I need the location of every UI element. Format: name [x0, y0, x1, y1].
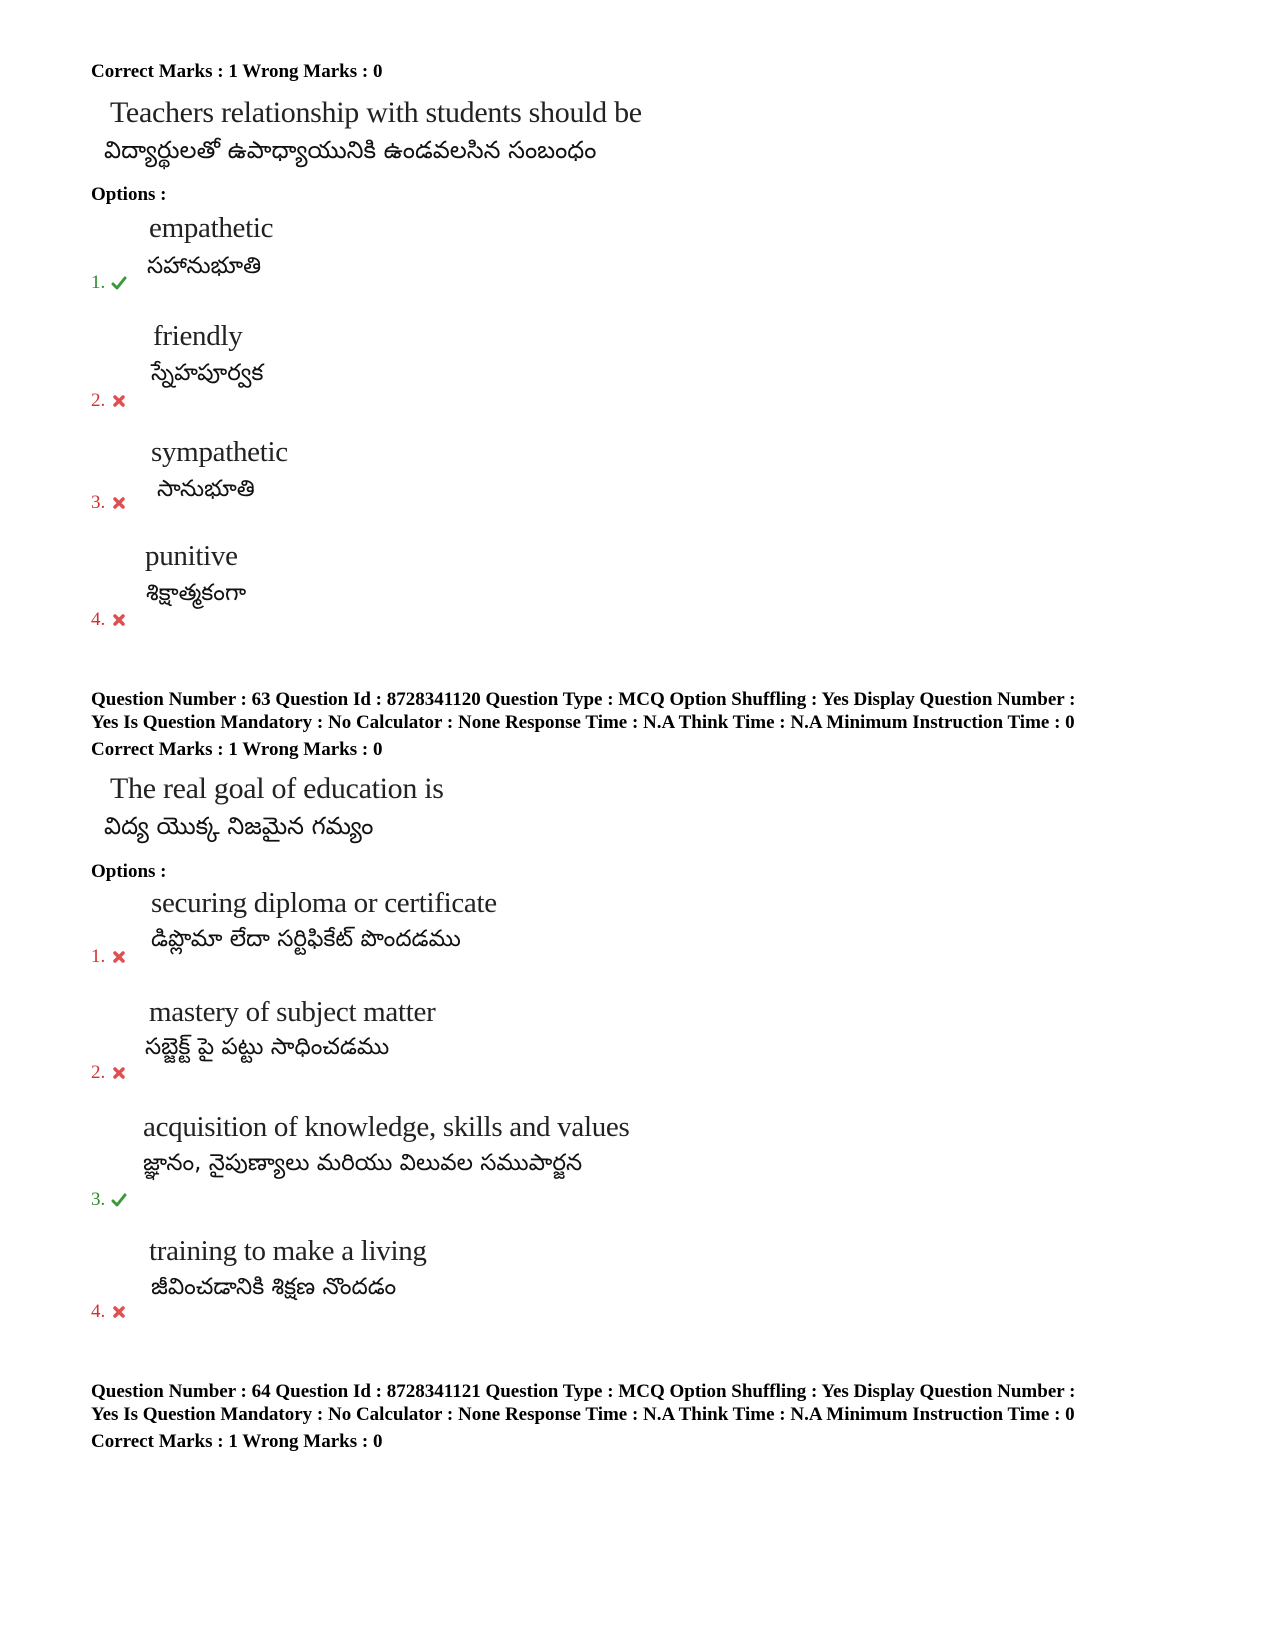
option-number: 2. [91, 390, 106, 411]
question-meta-line-2: Yes Is Question Mandatory : No Calculator : None Response Time : N.A Think Time : N.A Minimum Instruction Time : 0 [91, 712, 1075, 733]
question-meta-line-2: Yes Is Question Mandatory : No Calculator : None Response Time : N.A Think Time : N.A Minimum Instruction Time : 0 [91, 1404, 1075, 1425]
option-1-marker [91, 272, 127, 294]
option-number: 4. [91, 609, 106, 630]
question-meta-line-1: Question Number : 64 Question Id : 8728341121 Question Type : MCQ Option Shuffling : Yes Display Question Number : [91, 1381, 1076, 1402]
option-number: 4. [91, 1301, 106, 1322]
option-number: 3. [91, 492, 106, 513]
options-label: Options : [91, 861, 167, 882]
option-number: 2. [91, 1062, 106, 1083]
options-label: Options : [91, 184, 167, 205]
option-number: 1. [91, 946, 106, 967]
option-4-marker [91, 609, 127, 631]
option-3-english: acquisition of knowledge, skills and values [143, 1111, 630, 1143]
cross-icon [111, 1304, 127, 1320]
cross-icon [111, 949, 127, 965]
option-2-telugu: స్నేహపూర్వక [151, 360, 264, 386]
option-1-marker [91, 946, 127, 968]
cross-icon [111, 495, 127, 511]
question-meta-line-1: Question Number : 63 Question Id : 8728341120 Question Type : MCQ Option Shuffling : Yes Display Question Number : [91, 689, 1076, 710]
option-2-marker [91, 390, 127, 412]
option-number: 1. [91, 272, 106, 293]
option-3-marker [91, 492, 127, 514]
option-2-telugu: సబ్జెక్ట్ పై పట్టు సాధించడము [145, 1034, 390, 1060]
question-text-english: The real goal of education is [110, 772, 444, 805]
option-1-telugu: డిప్లొమా లేదా సర్టిఫికేట్ పొందడము [151, 926, 461, 952]
option-4-telugu: జీవించడానికి శిక్షణ నొందడం [151, 1274, 397, 1300]
cross-icon [111, 1065, 127, 1081]
marks-line: Correct Marks : 1 Wrong Marks : 0 [91, 61, 383, 82]
option-1-english: securing diploma or certificate [151, 887, 497, 919]
option-1-english: empathetic [149, 212, 274, 244]
option-number: 3. [91, 1189, 106, 1210]
question-text-english: Teachers relationship with students should be [110, 96, 642, 129]
option-3-marker [91, 1189, 127, 1211]
option-3-english: sympathetic [151, 436, 288, 468]
option-4-english: training to make a living [149, 1235, 427, 1267]
option-4-english: punitive [145, 540, 238, 572]
question-text-telugu: విద్యార్థులతో ఉపాధ్యాయునికి ఉండవలసిన సంబంధం [104, 136, 597, 164]
marks-line: Correct Marks : 1 Wrong Marks : 0 [91, 1431, 383, 1452]
marks-line: Correct Marks : 1 Wrong Marks : 0 [91, 739, 383, 760]
cross-icon [111, 612, 127, 628]
check-icon [111, 1192, 127, 1208]
option-2-english: friendly [153, 320, 243, 352]
option-4-marker [91, 1301, 127, 1323]
option-3-telugu: జ్ఞానం, నైపుణ్యాలు మరియు విలువల సముపార్జన [143, 1150, 583, 1176]
option-3-telugu: సానుభూతి [157, 476, 255, 502]
check-icon [111, 275, 127, 291]
option-2-english: mastery of subject matter [149, 996, 436, 1028]
option-1-telugu: సహానుభూతి [147, 253, 262, 279]
question-text-telugu: విద్య యొక్క నిజమైన గమ్యం [104, 812, 374, 840]
cross-icon [111, 393, 127, 409]
option-2-marker [91, 1062, 127, 1084]
option-4-telugu: శిక్షాత్మకంగా [146, 580, 247, 606]
